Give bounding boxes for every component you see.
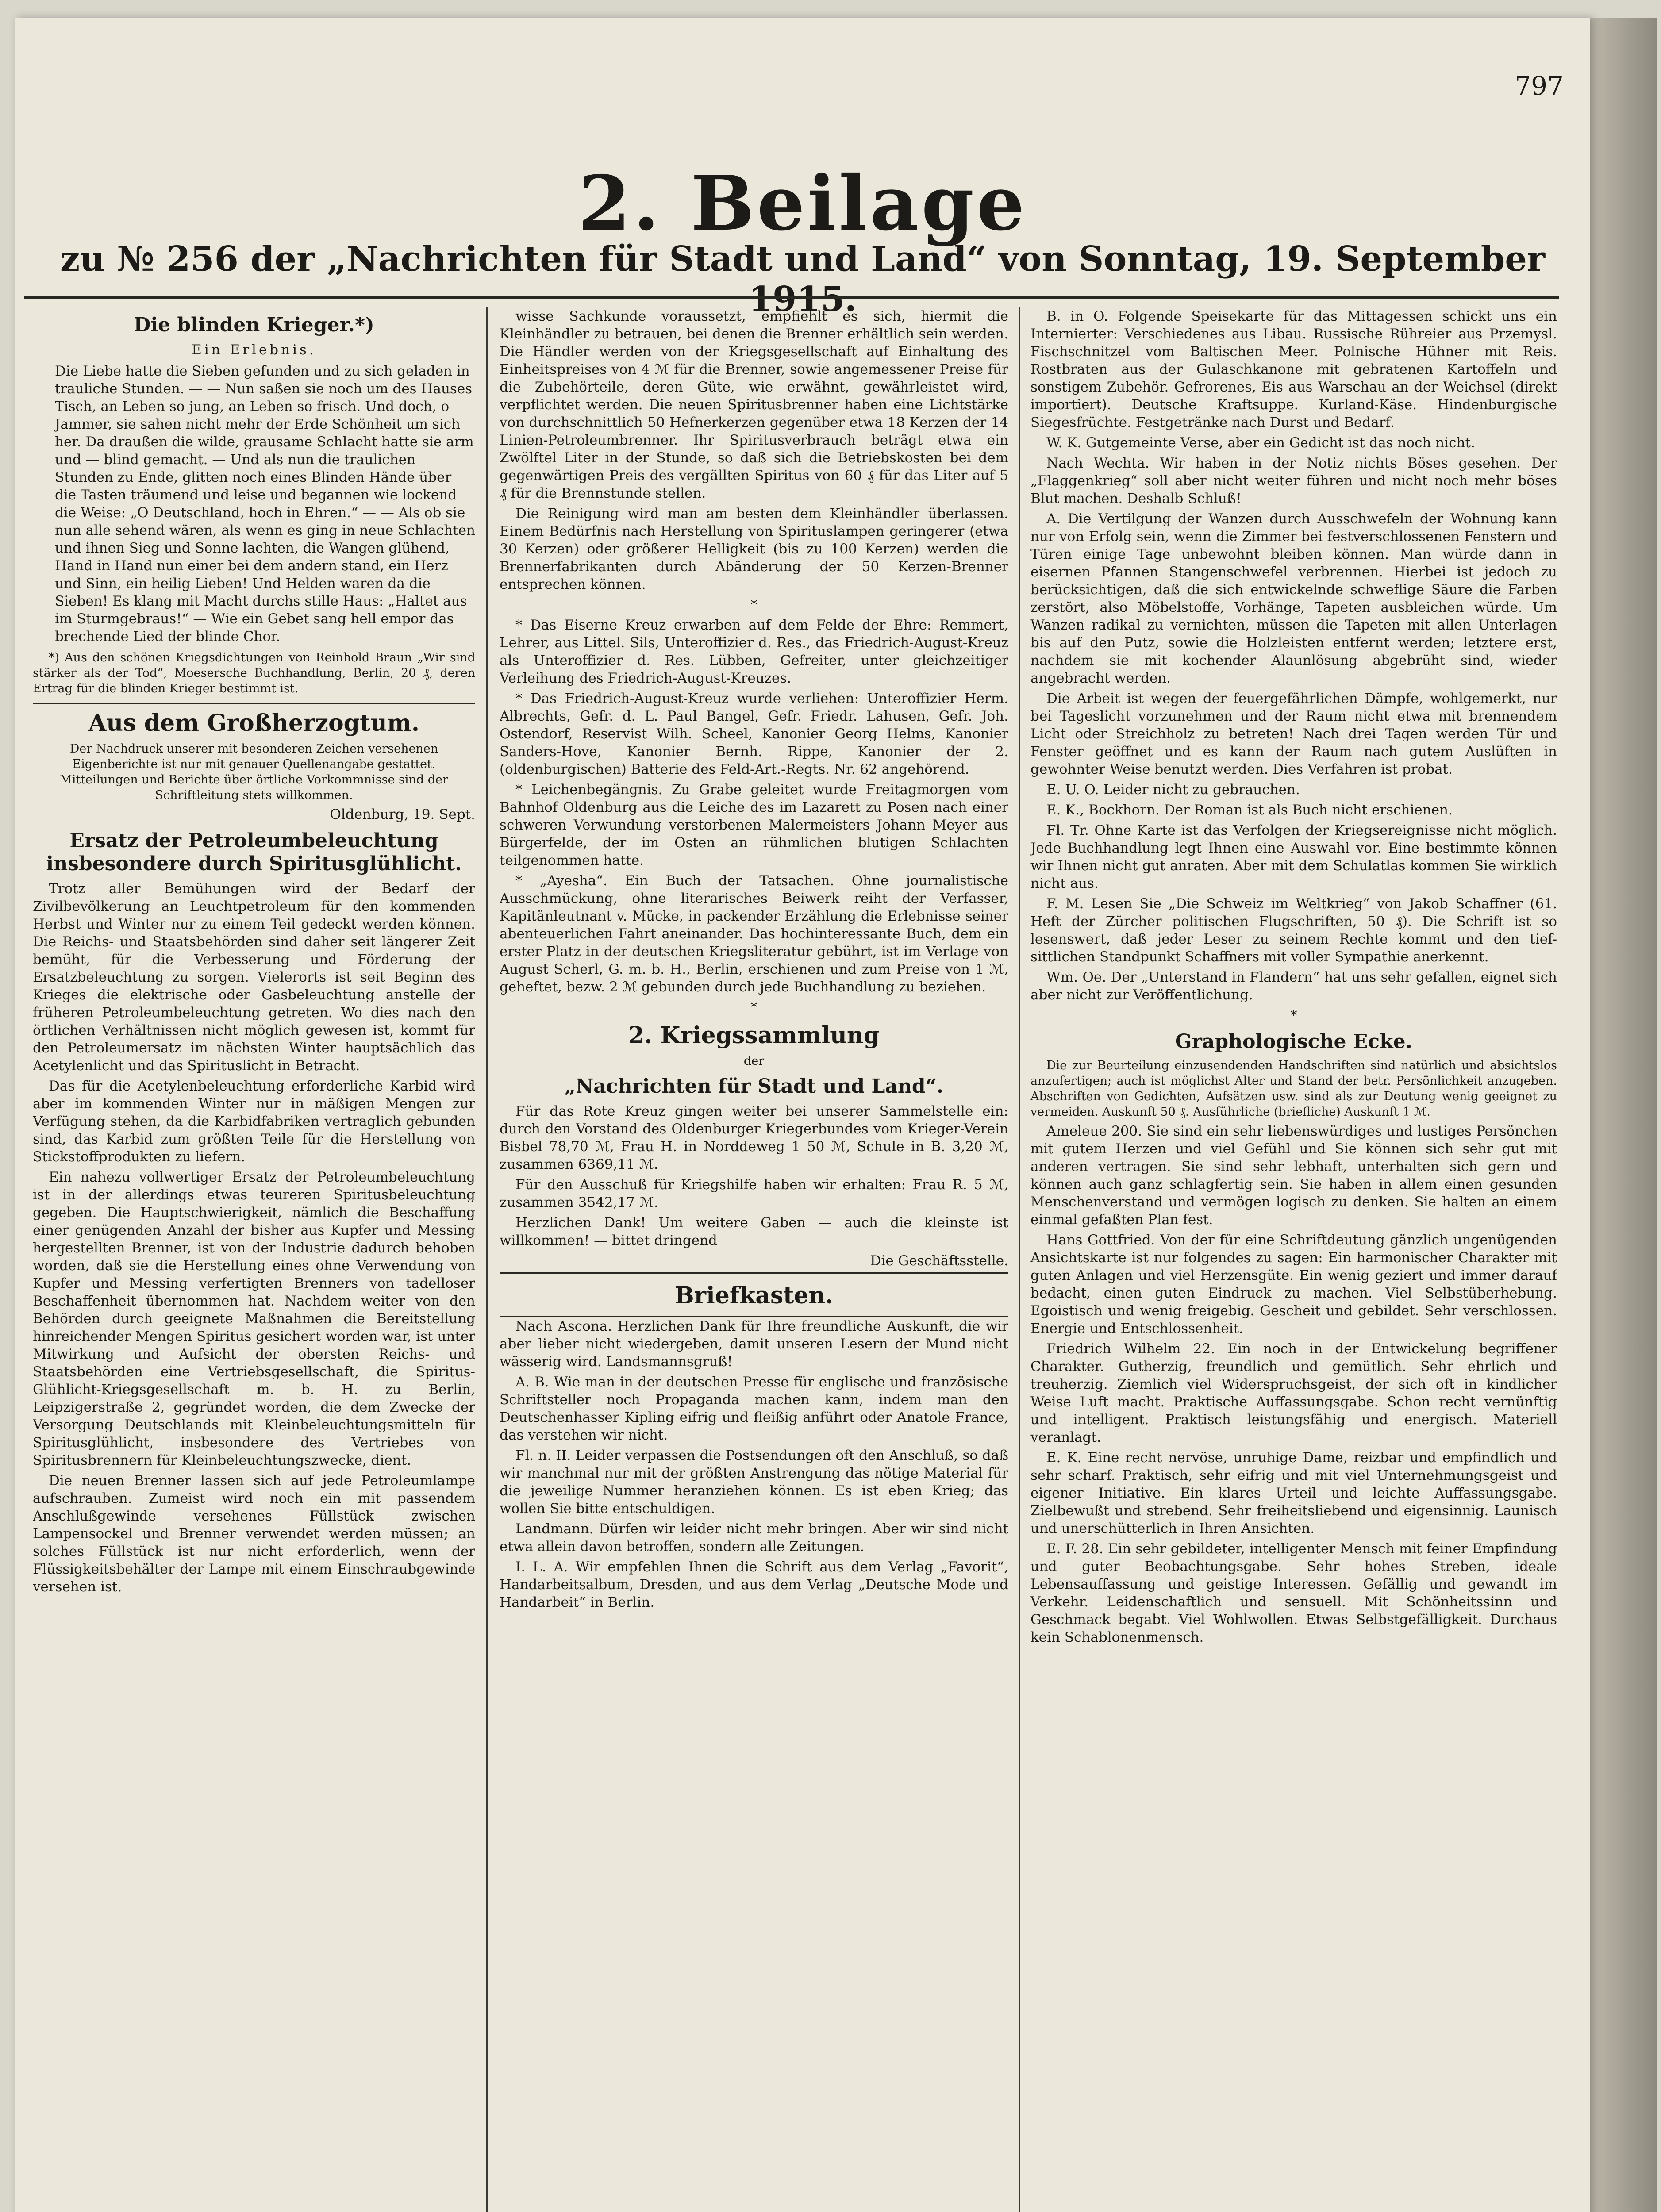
supplement-subtitle: zu № 256 der „Nachrichten für Stadt und Land“ von Sonntag, 19. September 1915. — [60, 239, 1545, 319]
collection-der: der — [743, 1054, 765, 1068]
letter-reply: A. Die Vertilgung der Wanzen durch Ausschwefeln der Wohnung kann nur von Erfolg sein, wenn die Zimmer bei festverschlossenen Fenstern und Türen einige Tage unbewohnt bleiben können. Man würde dann in eisernen Pfannen Stangenschwefel verbrennen. Hierbei ist jedoch zu berücksichtigen, daß die sich entwickelnde schweflige Säure die Farben zerstört, also Möbelstoffe, Vorhänge, Tapeten ausbleichen würde. Um Wanzen radikal zu vernichten, müssen die Tapeten mit allen Unterlagen bis auf den Putz, sowie die Holzleisten entfernt werden; letztere erst, nachdem sie mit kochender Alaunlösung abgebrüht sind, wieder angebracht werden. — [1030, 511, 1557, 686]
graphology-note: Die zur Beurteilung einzusendenden Handschriften sind natürlich und absichtslos anzufertigen; auch ist möglichst Alter und Stand der betr. Persönlichkeit anzugeben. Abschriften von Gedichten, Aufsätzen usw. sind als zur Deutung wenig geeignet zu vermeiden. Auskunft 50 ₰. Ausführliche (briefliche) Auskunft 1 ℳ. — [1030, 1059, 1557, 1119]
poem-subtitle: Ein Erlebnis. — [192, 342, 316, 358]
dateline: Oldenburg, 19. Sept. — [330, 806, 475, 822]
news-item-book: * „Ayesha“. Ein Buch der Tatsachen. Ohne journalistische Ausschmückung, ohne literarisches Beiwerk reiht der Verfasser, Kapitänleutnant v. Mücke, in packender Erzählung die Erlebnisse seiner abenteuerlichen Fahrt aneinander. Das hochinteressante Buch, dem ein erster Platz in der deutschen Kriegsliteratur gebührt, ist im Verlage von August Scherl, G. m. b. H., Berlin, erschienen und zum Preise von 1 ℳ, geheftet, bezw. 2 ℳ gebunden durch jede Buchhandlung zu beziehen. — [500, 873, 1008, 995]
letter-reply: Nach Wechta. Wir haben in der Notiz nichts Böses gesehen. Der „Flaggenkrieg“ soll aber nicht weiter führen und nicht noch mehr böses Blut machen. Deshalb Schluß! — [1030, 455, 1557, 507]
collection-paper: „Nachrichten für Stadt und Land“. — [564, 1075, 944, 1098]
article-paragraph: Die neuen Brenner lassen sich auf jede Petroleumlampe aufschrauben. Zumeist wird noch ein mit passendem Anschlußgewinde versehenes Füllstück zwischen Lampensockel und Brenner verwendet werden müssen; an solches Füllstück ist nur nicht erforderlich, wenn der Flüssigkeitsbehälter der Lampe mit einem Einschraubgewinde versehen ist. — [33, 1473, 475, 1595]
letter-reply: F. M. Lesen Sie „Die Schweiz im Weltkrieg“ von Jakob Schaffner (61. Heft der Zürcher politischen Flugschriften, 50 ₰). Die Schrift ist so lesenswert, daß jeder Leser zu seinem Rechte kommt und den tief-sittlichen Standpunkt Schaffners mit voller Sympathie anerkennt. — [1030, 896, 1557, 965]
article-paragraph: Ein nahezu vollwertiger Ersatz der Petroleumbeleuchtung ist in der allerdings etwas teureren Spiritusbeleuchtung gegeben. Die Hauptschwierigkeit, nämlich die Beschaffung einer genügenden Anzahl der bisher aus Kupfer und Messing hergestellten Brenner, ist von der Industrie dadurch behoben worden, daß sie die Herstellung eines ohne Verwendung von Kupfer und Messing verfertigten Brenners von tadelloser Beschaffenheit übernommen hat. Nachdem weiter von den Behörden durch geeignete Maßnahmen die Bereitstellung hinreichender Mengen Spiritus gesichert worden war, ist unter Mitwirkung und Aufsicht der obersten Reichs- und Staatsbehörden eine Vertriebsgesellschaft, die Spiritus-Glühlicht-Kriegsgesellschaft m. b. H. zu Berlin, Leipzigerstraße 2, gegründet worden, die dem Zwecke der Versorgung Deutschlands mit Kleinbeleuchtungsmitteln für Spiritusglühlicht, insbesondere des Vertriebes von Spiritusbrennern für Kleinbeleuchtungszwecke, dient. — [33, 1169, 475, 1468]
letter-reply: Fl. n. II. Leider verpassen die Postsendungen oft den Anschluß, so daß wir manchmal nur mit der größten Anstrengung das nötige Material für die jeweilige Nummer heranziehen können. Es ist eben Krieg; das wollen Sie bitte entschuldigen. — [500, 1448, 1008, 1517]
page-number: 797 — [1515, 71, 1564, 101]
poem-text: Die Liebe hatte die Sieben gefunden und zu sich geladen in trauliche Stunden. — — Nun saßen sie noch um des Hauses Tisch, an Leben so jung, an Leben so frisch. Und doch, o Jammer, sie sahen nicht mehr der Erde Schönheit um sich her. Da draußen die wilde, grausame Schlacht hatte sie arm und — blind gemacht. — Und als nun die traulichen Stunden zu Ende, glitten noch eines Blinden Hände über die Tasten träumend und leise und begannen wie lockend die Weise: „O Deutschland, hoch in Ehren.“ — — Als ob sie nun alle sehend wären, als wenn es ging in neue Schlachten und ihnen Sieg und Sonne lachten, die Wangen glühend, Hand in Hand nun einer bei dem andern stand, ein Herz und Sinn, ein heilig Lieben! Und Helden waren da die Sieben! Es klang mit Macht durchs stille Haus: „Haltet aus im Sturmgebraus!“ — Wie ein Gebet sang hell empor das brechende Lied der blinde Chor. — [55, 363, 475, 645]
collection-signature: Die Geschäftsstelle. — [870, 1253, 1008, 1269]
divider — [33, 703, 475, 704]
graphology-title: Graphologische Ecke. — [1175, 1030, 1412, 1053]
letter-reply: E. K., Bockhorn. Der Roman ist als Buch nicht erschienen. — [1046, 802, 1453, 818]
poem-footnote: *) Aus den schönen Kriegsdichtungen von Reinhold Braun „Wir sind stärker als der Tod“, Moesersche Buchhandlung, Berlin, 20 ₰, deren Ertrag für die blinden Krieger bestimmt ist. — [33, 651, 475, 695]
article-paragraph: Die Reinigung wird man am besten dem Kleinhändler überlassen. Einem Bedürfnis nach Herstellung von Spirituslampen geringerer (etwa 30 Kerzen) oder größerer Helligkeit (bis zu 100 Kerzen) werden die Brennerfabrikanten durch Abänderung der 50 Kerzen-Brenner entsprechen können. — [500, 506, 1008, 592]
newspaper-page — [15, 18, 1590, 2212]
graphology-entry: E. F. 28. Ein sehr gebildeter, intelligenter Mensch mit feiner Empfindung und guter Beobachtungsgabe. Sehr hohes Streben, ideale Lebensauffassung und geistige Interessen. Gefällig und gewandt im Verkehr. Leidenschaftlich und sensuell. Mit Schönheitssinn und Geschmack begabt. Viel Wohlwollen. Etwas Selbstgefälligkeit. Durchaus kein Schablonenmensch. — [1030, 1541, 1557, 1645]
letter-reply: E. U. O. Leider nicht zu gebrauchen. — [1046, 782, 1300, 798]
letter-reply: I. L. A. Wir empfehlen Ihnen die Schrift aus dem Verlag „Favorit“, Handarbeitsalbum, Dresden, und aus dem Verlag „Deutsche Mode und Handarbeit“ in Berlin. — [500, 1559, 1008, 1610]
collection-text: Für den Ausschuß für Kriegshilfe haben wir erhalten: Frau R. 5 ℳ, zusammen 3542,17 ℳ. — [500, 1177, 1008, 1210]
collection-text: Für das Rote Kreuz gingen weiter bei unserer Sammelstelle ein: durch den Vorstand des Oldenburger Kriegerbundes vom Krieger-Verein Bisbel 78,70 ℳ, Frau H. in Norddeweg 1 50 ℳ, Schule in B. 3,20 ℳ, zusammen 6369,11 ℳ. — [500, 1103, 1008, 1172]
section-title: Aus dem Großherzogtum. — [88, 710, 419, 737]
graphology-entry: Hans Gottfried. Von der für eine Schriftdeutung gänzlich ungenügenden Ansichtskarte ist nur folgendes zu sagen: Ein harmonischer Charakter mit guten Anlagen und viel Herzensgüte. Ein wenig geziert und immer darauf bedacht, einen guten Eindruck zu machen. Viel Selbstüberhebung. Egoistisch und wenig freigebig. Gescheit und gebildet. Sehr verschlossen. Energie und Entschlossenheit. — [1030, 1232, 1557, 1336]
letter-reply: B. in O. Folgende Speisekarte für das Mittagessen schickt uns ein Internierter: Verschiedenes aus Libau. Russische Rühreier aus Przemysl. Fischschnitzel vom Baltischen Meer. Polnische Hühner mit Reis. Rostbraten aus der Gulaschkanone mit gebratenen Kartoffeln und sonstigem Zubehör. Gefrorenes, Eis aus Warschau an der Weichsel (direkt importiert). Deutsche Kraftsuppe. Kurland-Käse. Hindenburgische Siegesfrüchte. Festgetränke nach Durst und Bedarf. — [1030, 308, 1557, 430]
poem-title: Die blinden Krieger.*) — [134, 314, 374, 336]
letter-reply: Fl. Tr. Ohne Karte ist das Verfolgen der Kriegsereignisse nicht möglich. Jede Buchhandlung legt Ihnen eine Auswahl vor. Eine bestimmte können wir Ihnen nicht gut anraten. Aber mit dem Schulatlas kommen Sie wirklich nicht aus. — [1030, 822, 1557, 891]
article-title: Ersatz der Petroleumbeleuchtung insbesondere durch Spiritusglühlicht. — [46, 830, 462, 875]
article-paragraph: wisse Sachkunde voraussetzt, empfiehlt es sich, hiermit die Kleinhändler zu betrauen, bei denen die Brenner erhältlich sein werden. Die Händler werden von der Kriegsgesellschaft auf Einhaltung des Einheitspreises von 4 ℳ für die Brenner, sowie angemessener Preise für die Zubehörteile, deren Güte, wie erwähnt, gewährleistet wird, verpflichtet werden. Die neuen Spiritusbrenner haben eine Lichtstärke von durchschnittlich 50 Hefnerkerzen gegenüber etwa 18 Kerzen der 14 Linien-Petroleumbrenner. Ihr Spiritusverbrauch beträgt etwa ein Zwölftel Liter in der Stunde, so daß sich die Betriebskosten bei dem gegenwärtigen Preis des vergällten Spiritus von 60 ₰ für das Liter auf 5 ₰ für die Brennstunde stellen. — [500, 308, 1008, 501]
letter-reply: W. K. Gutgemeinte Verse, aber ein Gedicht ist das noch nicht. — [1046, 435, 1475, 451]
column-1 — [33, 307, 475, 2212]
column-2: wisse Sachkunde voraussetzt, empfiehlt es sich, hiermit die Kleinhändler zu betrauen, bei denen die Brenner erhältlich sein werden. Die Händler werden von der Kriegsgesellschaft auf Einhaltung des Einheitspreises von 4 ℳ für die Brenner, sowie angemessener Preise für die Zubehörteile, deren Güte, wie erwähnt, gewährleistet wird, verpflichtet werden. Die neuen Spiritusbrenner haben eine Lichtstärke von durchschnittlich 50 Hefnerkerzen gegenüber etwa 18 Kerzen der 14 Linien-Petroleumbrenner. Ihr Spiritusverbrauch beträgt etwa ein Zwölftel Liter in der Stunde, so daß sich die Betriebskosten bei dem gegenwärtigen Preis des vergällten Spiritus von 60 ₰ für das Liter auf 5 ₰ für die Brennstunde stellen. Die Reinigung wird man am besten dem Kleinhändler überlassen. Einem Bedürfnis nach Herstellung von Spirituslampen geringerer (etwa 30 Kerzen) oder größerer Helligkeit (bis zu 100 Kerzen) werden die Brennerfabrikanten durch Abänderung der 50 Kerzen-Brenner entsprechen können. * * Das Eiserne Kreuz erwarben auf dem Felde der Ehre: Remmert, Lehrer, aus Littel. Sils, Unteroffizier d. Res., das Friedrich-August-Kreuz als Unteroffizier d. Res. Lübben, Gefreiter, unter gleichzeitiger Verleihung des Friedrich-August-Kreuzes. * Das Friedrich-August-Kreuz wurde verliehen: Unteroffizier Herm. Albrechts, Gefr. d. L. Paul Bangel, Gefr. Friedr. Lahusen, Gefr. Joh. Ostendorf, Reservist Wilh. Scheel, Kanonier Georg Helms, Kanonier Sanders-Hove, Kanonier Bernh. Rippe, Kanonier der 2. (oldenburgischen) Batterie des Feld-Art.-Regts. Nr. 62 angehörend. * Leichenbegängnis. Zu Grabe geleitet wurde Freitagmorgen vom Bahnhof Oldenburg aus die Leiche des im Lazarett zu Posen nach einer schweren Verwundung verstorbenen Malermeisters Johann Meyer aus Bürgerfelde, der im Osten an rühmlichen blutigen Schlachten teilgenommen hatte. * „Ayesha“. Ein Buch der Tatsachen. Ohne journalistische Ausschmückung, ohne literarisches Beiwerk reiht der Verfasser, Kapitänleutnant v. Mücke, in packender Erzählung die Erlebnisse seiner abenteuerlichen Fahrt aneinander. Das hochinteressante Buch, dem ein erster Platz in der deutschen Kriegsliteratur gebührt, ist im Verlage von August Scherl, G. m. b. H., Berlin, erschienen und zum Preise von 1 ℳ, geheftet, bezw. 2 ℳ gebunden durch jede Buchhandlung zu beziehen. * 2. Kriegssammlung der „Nachrichten für Stadt und Land“. Für das Rote Kreuz gingen weiter bei unserer Sammelstelle ein: durch den Vorstand des Oldenburger Kriegerbundes vom Krieger-Verein Bisbel 78,70 ℳ, Frau H. in Norddeweg 1 50 ℳ, Schule in B. 3,20 ℳ, zusammen 6369,11 ℳ. Für den Ausschuß für Kriegshilfe haben wir erhalten: Frau R. 5 ℳ, zusammen 3542,17 ℳ. Herzlichen Dank! Um weitere Gaben — auch die kleinste ist willkommen! — bittet dringend Die Geschäftsstelle. Briefkasten. Nach Ascona. Herzlichen Dank für Ihre freundliche Auskunft, die wir aber lieber nicht wiedergeben, damit unseren Lesern der Mund nicht wässerig wird. Landsmannsgruß! A. B. Wie man in der deutschen Presse für englische und französische Schriftsteller noch Propaganda machen kann, indem man den Deutschenhasser Kipling eifrig und fleißig anführt oder Anatole France, das verstehen wir nicht. Fl. n. II. Leider verpassen die Postsendungen oft den Anschluß, so daß wir manchmal nur mit der größten Anstrengung das nötige Material für die jeweilige Nummer heranziehen können. Es ist eben Krieg; das wollen Sie bitte entschuldigen. Landmann. Dürfen wir leider nicht mehr bringen. Aber wir sind nicht etwa allein davon betroffen, sondern alle Zeitungen. I. L. A. Wir empfehlen Ihnen die Schrift aus dem Verlag „Favorit“, Handarbeitsalbum, Dresden, und aus dem Verlag „Deutsche Mode und Handarbeit“ in Berlin. — [500, 308, 1008, 1610]
letter-reply: A. B. Wie man in der deutschen Presse für englische und französische Schriftsteller noch Propaganda machen kann, indem man den Deutschenhasser Kipling eifrig und fleißig anführt oder Anatole France, das verstehen wir nicht. — [500, 1374, 1008, 1443]
letter-reply: Landmann. Dürfen wir leider nicht mehr bringen. Aber wir sind nicht etwa allein davon betroffen, sondern alle Zeitungen. — [500, 1521, 1008, 1555]
news-item-iron-cross: * Das Eiserne Kreuz erwarben auf dem Felde der Ehre: Remmert, Lehrer, aus Littel. Sils, Unteroffizier d. Res., das Friedrich-August-Kreuz als Unteroffizier d. Res. Lübben, Gefreiter, unter gleichzeitiger Verleihung des Friedrich-August-Kreuzes. — [500, 617, 1008, 686]
column-3: B. in O. Folgende Speisekarte für das Mittagessen schickt uns ein Internierter: Verschiedenes aus Libau. Russische Rühreier aus Przemysl. Fischschnitzel vom Baltischen Meer. Polnische Hühner mit Reis. Rostbraten aus der Gulaschkanone mit gebratenen Kartoffeln und sonstigem Zubehör. Gefrorenes, Eis aus Warschau an der Weichsel (direkt importiert). Deutsche Kraftsuppe. Kurland-Käse. Hindenburgische Siegesfrüchte. Festgetränke nach Durst und Bedarf. W. K. Gutgemeinte Verse, aber ein Gedicht ist das noch nicht. Nach Wechta. Wir haben in der Notiz nichts Böses gesehen. Der „Flaggenkrieg“ soll aber nicht weiter führen und nicht noch mehr böses Blut machen. Deshalb Schluß! A. Die Vertilgung der Wanzen durch Ausschwefeln der Wohnung kann nur von Erfolg sein, wenn die Zimmer bei festverschlossenen Fenstern und Türen einige Tage unbewohnt bleiben können. Man würde dann in eisernen Pfannen Stangenschwefel verbrennen. Hierbei ist jedoch zu berücksichtigen, daß die sich entwickelnde schweflige Säure die Farben zerstört, also Möbelstoffe, Vorhänge, Tapeten ausbleichen würde. Um Wanzen radikal zu vernichten, müssen die Tapeten mit allen Unterlagen bis auf den Putz, sowie die Holzleisten entfernt werden; letztere erst, nachdem sie mit kochender Alaunlösung abgebrüht sind, wieder angebracht werden. Die Arbeit ist wegen der feuergefährlichen Dämpfe, wohlgemerkt, nur bei Tageslicht vorzunehmen und der Raum nicht etwa mit brennendem Licht oder Streichholz zu betreten! Nach drei Tagen werden Tür und Fenster geöffnet und es kann der Raum nach gutem Auslüften in gewohnter Weise benutzt werden. Dies Verfahren ist probat. E. U. O. Leider nicht zu gebrauchen. E. K., Bockhorn. Der Roman ist als Buch nicht erschienen. Fl. Tr. Ohne Karte ist das Verfolgen der Kriegsereignisse nicht möglich. Jede Buchhandlung legt Ihnen eine Auswahl vor. Eine bestimmte können wir Ihnen nicht gut anraten. Aber mit dem Schulatlas kommen Sie wirklich nicht aus. F. M. Lesen Sie „Die Schweiz im Weltkrieg“ von Jakob Schaffner (61. Heft der Zürcher politischen Flugschriften, 50 ₰). Die Schrift ist so lesenswert, daß jeder Leser zu seinem Rechte kommt und den tief-sittlichen Standpunkt Schaffners mit voller Sympathie anerkennt. Wm. Oe. Der „Unterstand in Flandern“ hat uns sehr gefallen, eignet sich aber nicht zur Veröffentlichung. * Graphologische Ecke. Die zur Beurteilung einzusendenden Handschriften sind natürlich und absichtslos anzufertigen; auch ist möglichst Alter und Stand der betr. Persönlichkeit anzugeben. Abschriften von Gedichten, Aufsätzen usw. sind als zur Deutung wenig geeignet zu vermeiden. Auskunft 50 ₰. Ausführliche (briefliche) Auskunft 1 ℳ. Ameleue 200. Sie sind ein sehr liebenswürdiges und lustiges Persönchen mit gutem Herzen und viel Gefühl und Sie können sich sehr gut mit anderen vertragen. Sie sind sehr lebhaft, unterhalten sich gern und können auch ganz schlagfertig sein. Sie haben in allem einen gesunden Menschenverstand und vermögen logisch zu denken. Sie halten an einem einmal gefaßten Plan fest. Hans Gottfried. Von der für eine Schriftdeutung gänzlich ungenügenden Ansichtskarte ist nur folgendes zu sagen: Ein harmonischer Charakter mit guten Anlagen und viel Herzensgüte. Ein wenig geziert und immer darauf bedacht, einen guten Eindruck zu machen. Viel Selbstüberhebung. Egoistisch und wenig freigebig. Gescheit und gebildet. Sehr verschlossen. Energie und Entschlossenheit. Friedrich Wilhelm 22. Ein noch in der Entwickelung begriffener Charakter. Gutherzig, freundlich und gemütlich. Sehr ehrlich und treuherzig. Ziemlich viel Widerspruchsgeist, der sich oft in kindlicher Weise Luft macht. Praktische Auffassungsgabe. Schon recht vernünftig und intelligent. Praktisch leistungsfähig und energisch. Materiell veranlagt. E. K. Eine recht nervöse, unruhige Dame, reizbar und empfindlich und sehr scharf. Praktisch, sehr eifrig und mit viel Unternehmungsgeist und eigener Initiative. Ein klares Urteil und leichte Auffassungsgabe. Zielbewußt und strebend. Sehr freiheitsliebend und eigensinnig. Launisch und unerschütterlich in Ihren Ansichten. E. F. 28. Ein sehr gebildeter, intelligenter Mensch mit feiner Empfindung und guter Beobachtungsgabe. Sehr hohes Streben, ideale Lebensauffassung und geistige Interessen. Gefällig und gewandt im Verkehr. Leidenschaftlich und sensuell. Mit Schönheitssinn und Geschmack begabt. Viel Wohlwollen. Etwas Selbstgefälligkeit. Durchaus kein Schablonenmensch. — [1030, 308, 1557, 1645]
column-divider — [486, 307, 488, 2212]
collection-title: 2. Kriegssammlung — [628, 1022, 880, 1049]
collection-thanks: Herzlichen Dank! Um weitere Gaben — auch die kleinste ist willkommen! — bittet dringend — [500, 1215, 1008, 1248]
news-item-funeral: * Leichenbegängnis. Zu Grabe geleitet wurde Freitagmorgen vom Bahnhof Oldenburg aus die Leiche des im Lazarett zu Posen nach einer schweren Verwundung verstorbenen Malermeisters Johann Meyer aus Bürgerfelde, der im Osten an rühmlichen blutigen Schlachten teilgenommen hatte. — [500, 782, 1008, 868]
header-rule — [24, 296, 1559, 299]
news-item-fa-cross: * Das Friedrich-August-Kreuz wurde verliehen: Unteroffizier Herm. Albrechts, Gefr. d. L. Paul Bangel, Gefr. Friedr. Lahusen, Gefr. Joh. Ostendorf, Reservist Wilh. Scheel, Kanonier Georg Helms, Kanonier Sanders-Hove, Kanonier Bernh. Rippe, Kanonier der 2. (oldenburgischen) Batterie des Feld-Art.-Regts. Nr. 62 angehörend. — [500, 691, 1008, 777]
letter-reply: Nach Ascona. Herzlichen Dank für Ihre freundliche Auskunft, die wir aber lieber nicht wiedergeben, damit unseren Lesern der Mund nicht wässerig wird. Landsmannsgruß! — [500, 1318, 1008, 1370]
article-paragraph: Trotz aller Bemühungen wird der Bedarf der Zivilbevölkerung an Leuchtpetroleum für den kommenden Herbst und Winter nur zu einem Teil gedeckt werden können. Die Reichs- und Staatsbehörden sind daher seit längerer Zeit bemüht, für die Verbesserung und Förderung der Ersatzbeleuchtung zu sorgen. Vielerorts ist seit Beginn des Krieges die elektrische oder Gasbeleuchtung anstelle der früheren Petroleumbeleuchtung getreten. Wo dies nach den örtlichen Verhältnissen nicht möglich gewesen ist, kommt für den Petroleumersatz im nächsten Winter hauptsächlich das Acetylenlicht und das Spirituslicht in Betracht. — [33, 881, 475, 1074]
graphology-entry: Ameleue 200. Sie sind ein sehr liebenswürdiges und lustiges Persönchen mit gutem Herzen und viel Gefühl und Sie können sich sehr gut mit anderen vertragen. Sie sind sehr lebhaft, unterhalten sich gern und können auch ganz schlagfertig sein. Sie haben in allem einen gesunden Menschenverstand und vermögen logisch zu denken. Sie halten an einem einmal gefaßten Plan fest. — [1030, 1123, 1557, 1228]
graphology-entry: E. K. Eine recht nervöse, unruhige Dame, reizbar und empfindlich und sehr scharf. Praktisch, sehr eifrig und mit viel Unternehmungsgeist und eigener Initiative. Ein klares Urteil und leichte Auffassungsgabe. Zielbewußt und strebend. Sehr freiheitsliebend und eigensinnig. Launisch und unerschütterlich in Ihren Ansichten. — [1030, 1450, 1557, 1536]
letter-reply: Wm. Oe. Der „Unterstand in Flandern“ hat uns sehr gefallen, eignet sich aber nicht zur Veröffentlichung. — [1030, 969, 1557, 1003]
article-paragraph: Das für die Acetylenbeleuchtung erforderliche Karbid wird aber im kommenden Winter nur in mäßigen Mengen zur Verfügung stehen, da die Karbidfabriken vertraglich gebunden sind, das Karbid zum größten Teile für die Herstellung von Stickstoffprodukten zu liefern. — [33, 1078, 475, 1165]
reprint-note: Der Nachdruck unserer mit besonderen Zeichen versehenen Eigenberichte ist nur mit genauer Quellenangabe gestattet. Mitteilungen und Berichte über örtliche Vorkommnisse sind der Schriftleitung stets willkommen. — [60, 742, 448, 802]
page-edge — [1590, 18, 1657, 2212]
column-divider — [1019, 307, 1020, 2212]
letterbox-title: Briefkasten. — [674, 1282, 834, 1309]
supplement-title: 2. Beilage — [578, 159, 1027, 248]
graphology-entry: Friedrich Wilhelm 22. Ein noch in der Entwickelung begriffener Charakter. Gutherzig, freundlich und gemütlich. Sehr ehrlich und treuherzig. Ziemlich viel Widerspruchsgeist, der sich oft in kindlicher Weise Luft macht. Praktische Auffassungsgabe. Schon recht vernünftig und intelligent. Praktisch leistungsfähig und energisch. Materiell veranlagt. — [1030, 1341, 1557, 1445]
letter-reply: Die Arbeit ist wegen der feuergefährlichen Dämpfe, wohlgemerkt, nur bei Tageslicht vorzunehmen und der Raum nicht etwa mit brennendem Licht oder Streichholz zu betreten! Nach drei Tagen werden Tür und Fenster geöffnet und es kann der Raum nach gutem Auslüften in gewohnter Weise benutzt werden. Dies Verfahren ist probat. — [1030, 691, 1557, 777]
